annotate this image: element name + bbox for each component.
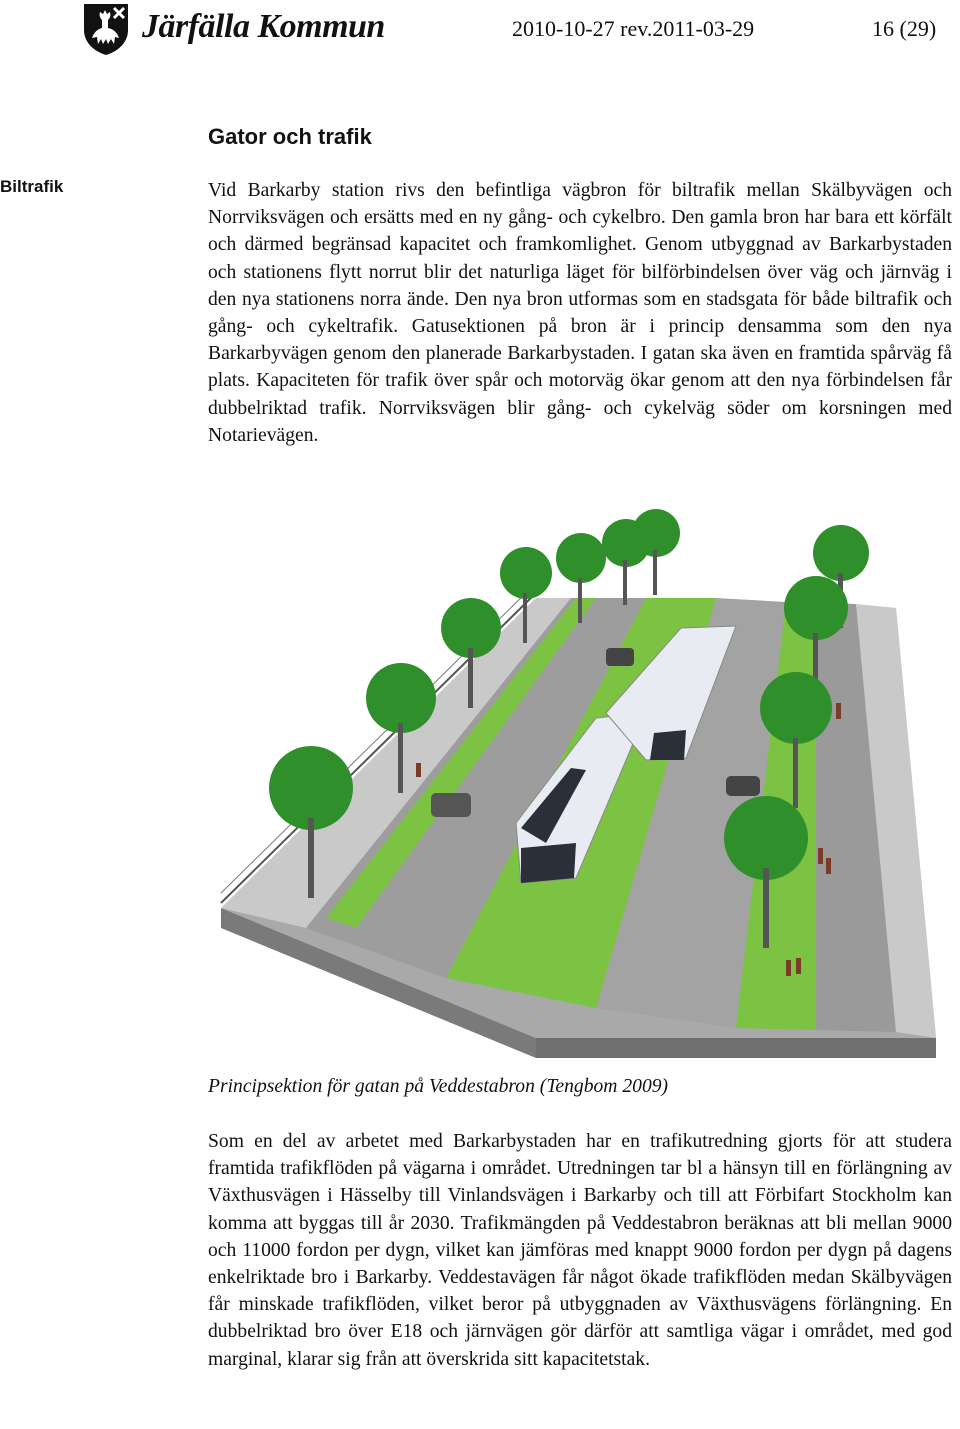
- body-paragraph-1: Vid Barkarby station rivs den befintliga vägbron för biltrafik mellan Skälbyvägen och Norrviksvägen och ersätts med en ny gång- och cykelbro. Den gamla bron har bara ett körfält och därmed begränsad kapacitet och framkomlighet. Genom utbyggnad av Barkarbystaden och stationens flytt norrut blir det naturliga läget för bilförbindelsen över väg och järnväg i den nya stationens norra ände. Den nya bron utformas som en stadsgata för både biltrafik och gång- och cykeltrafik. Gatusektionen på bron är i princip densamma som den nya Barkarbyvägen genom den planerade Barkarbystaden. I gatan ska även en framtida spårväg få plats. Kapaciteten för trafik över spår och motorväg ökar genom att den nya förbindelsen får dubbelriktad trafik. Norrviksvägen blir gång- och cykelväg söder om korsningen med Notarievägen.: [208, 180, 952, 446]
- logo-text: Järfälla Kommun: [142, 8, 385, 45]
- side-label: Biltrafik: [0, 177, 64, 196]
- page-number: 16 (29): [872, 16, 937, 41]
- body-paragraph-2: Som en del av arbetet med Barkarbystaden har en trafikutredning gjorts för att studera framtida trafikflöden på vägarna i området. Utredningen tar bl a hänsyn till en förlängning av Växthusvägen i Hässelby till Vinlandsvägen i Barkarby och till att Förbifart Stockholm kan komma att byggas till år 2030. Trafikmängden på Veddestabron beräknas att bli mellan 9000 och 11000 fordon per dygn, vilket kan jämföras med knappt 9000 fordon per dygn på dagens enkelriktade bro i Barkarby. Veddestavägen får något ökade trafikflöden medan Skälbyvägen får minskade trafikflöden, vilket beror på utbyggnaden av Växthusvägens förlängning. En dubbelriktad bro över E18 och järnvägen gör därför att samtliga vägar i området, med god marginal, klarar sig från att överskrida sitt kapacitetstak.: [208, 1131, 952, 1370]
- page-header: [0, 0, 960, 60]
- street-section-illustration: [176, 498, 960, 1072]
- section-title: Gator och trafik: [208, 124, 372, 149]
- document-date: 2010-10-27 rev.2011-03-29: [512, 16, 755, 41]
- municipal-crest-icon: [82, 2, 130, 56]
- figure-caption: Principsektion för gatan på Veddestabron (Tengbom 2009): [208, 1076, 669, 1097]
